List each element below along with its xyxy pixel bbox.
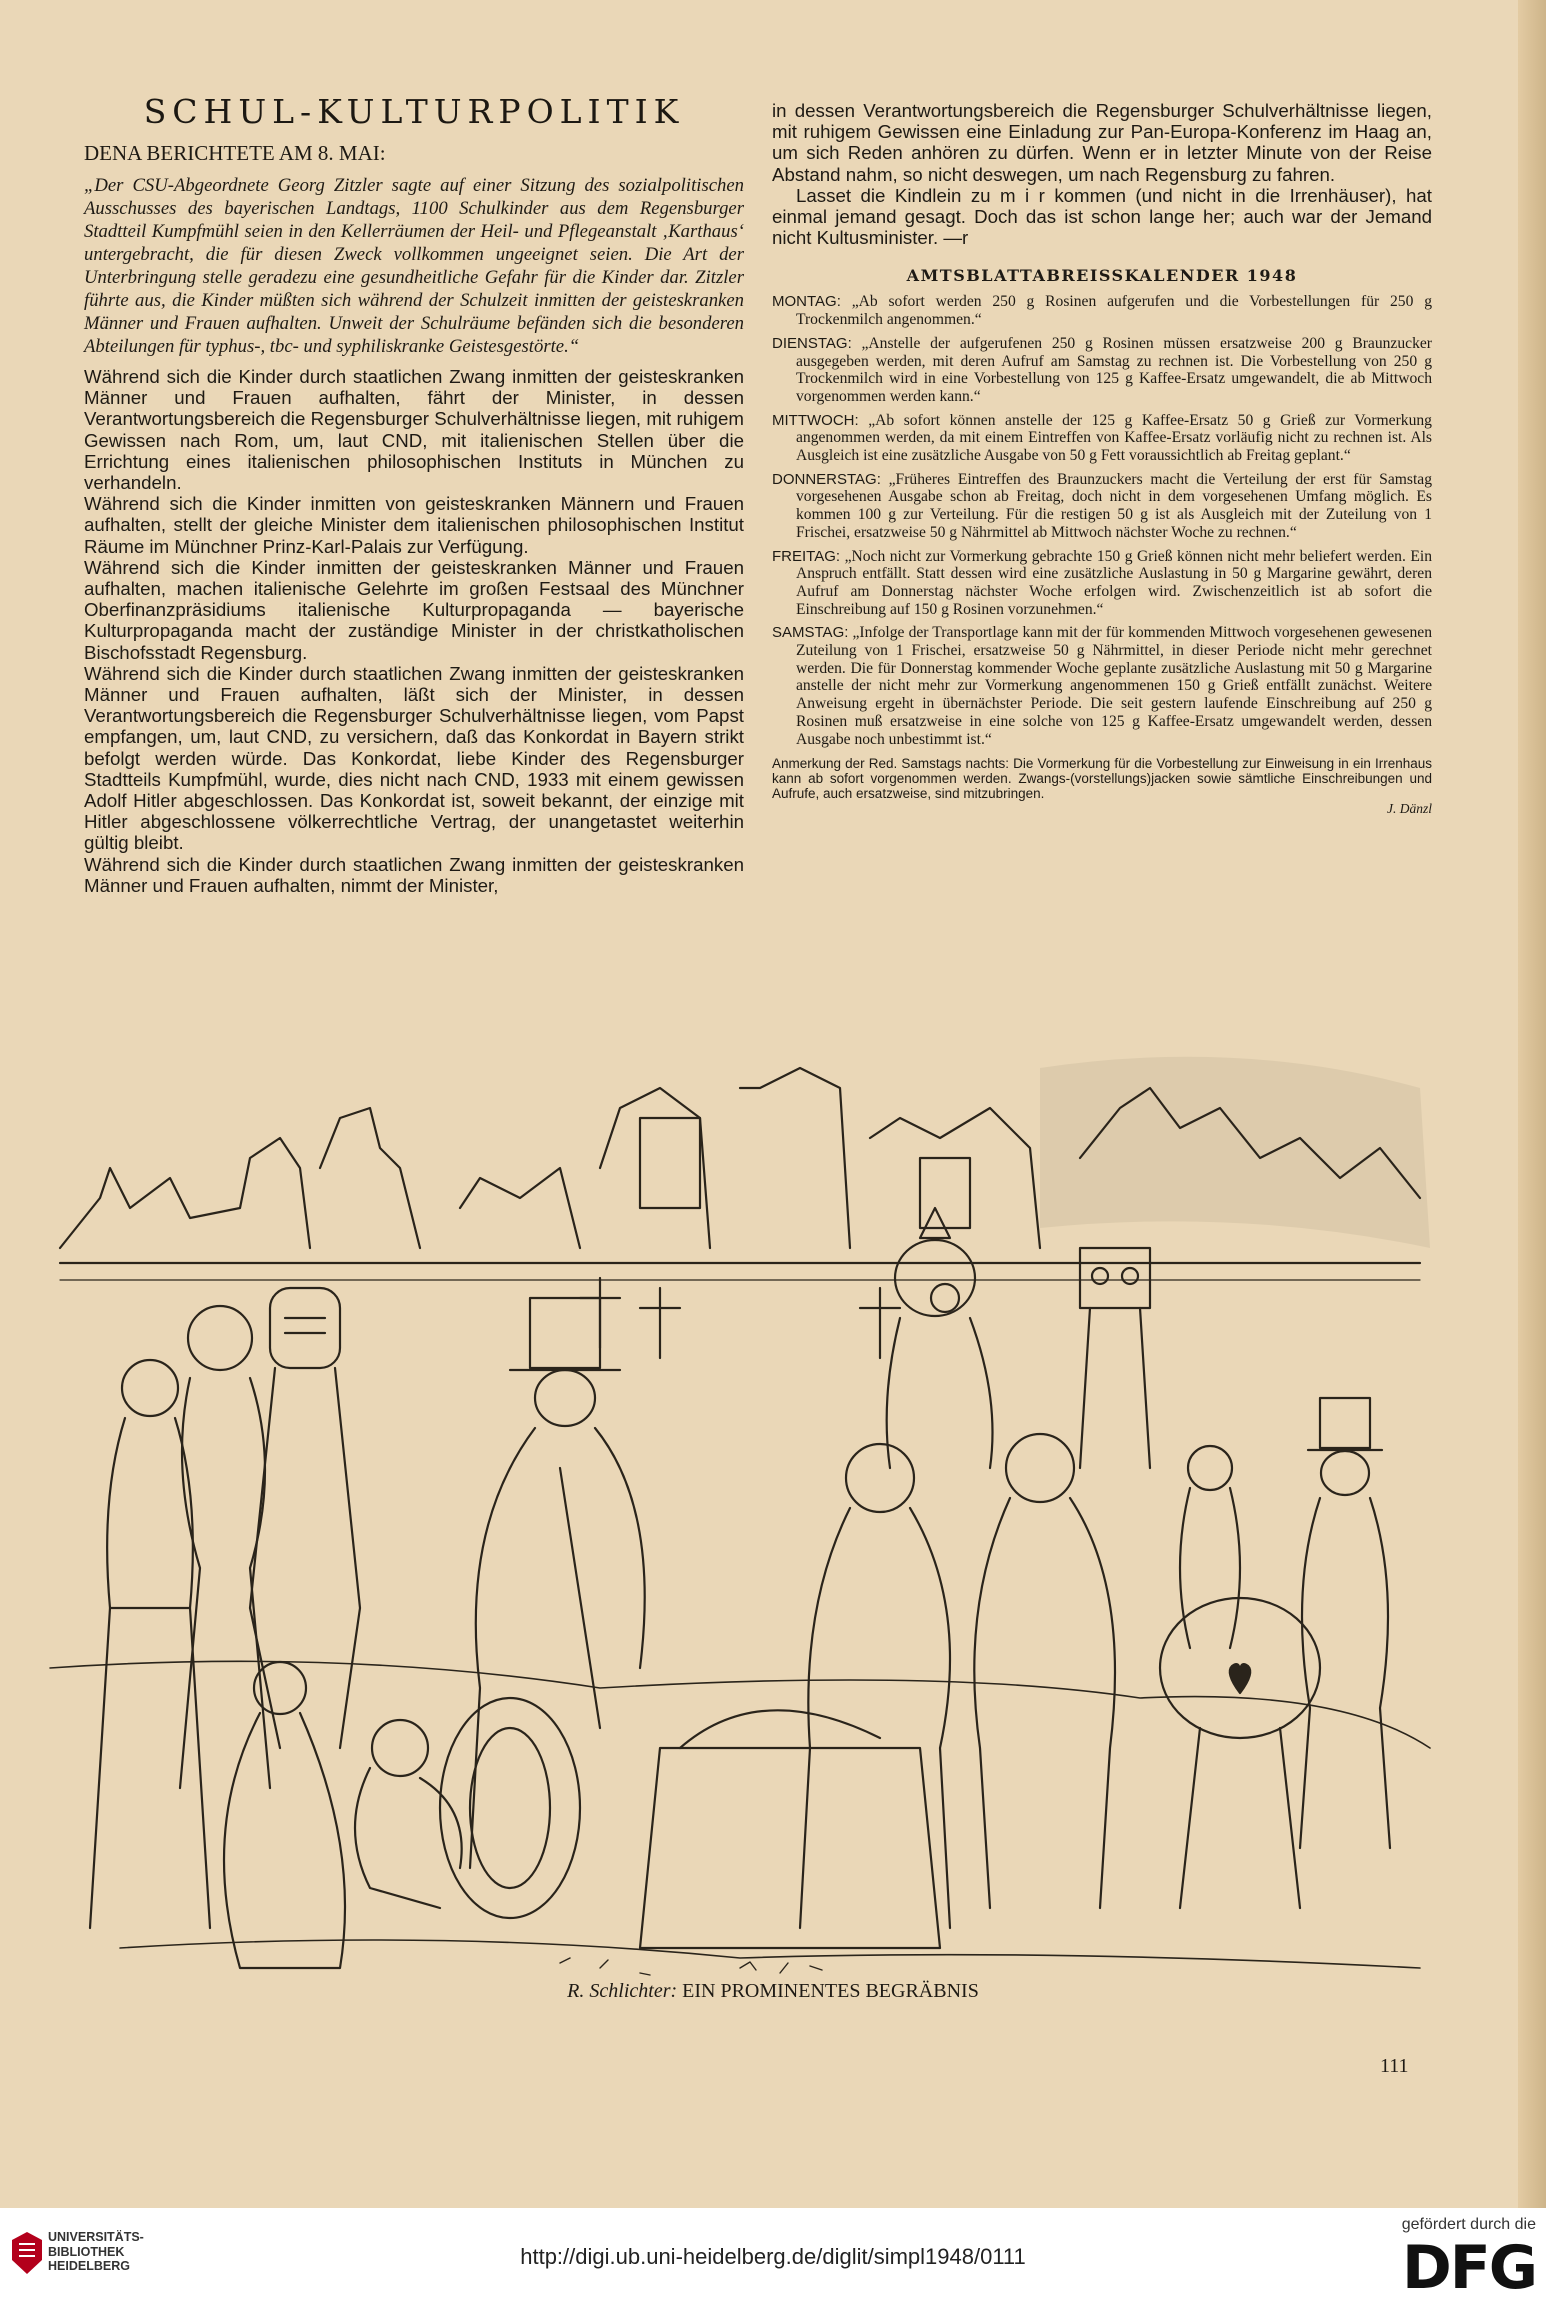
calendar-day: SAMSTAG:: [772, 624, 849, 642]
article-paragraph: Während sich die Kinder durch staatlichen Zwang inmitten der geisteskranken Männer und Frauen aufhalten, fährt der Minister, in dessen Verantwortungsbereich die Regensburger Schulverhältnisse liegen, mit ruhigem Gewissen nach Rom, um, laut CND, mit italienischen Stellen über die Errichtung eines italienischen philosophischen Instituts in München zu verhandeln.: [84, 366, 744, 494]
article-paragraph: in dessen Verantwortungsbereich die Regensburger Schulverhältnisse liegen, mit ruhigem Gewissen eine Einladung zur Pan-Europa-Konferenz im Haag an, um sich Reden anhören zu dürfen. Wenn er in letzter Minute von der Reise Abstand nahm, so nicht deswegen, um nach Regensburg zu fahren.: [772, 100, 1432, 185]
editor-note: Anmerkung der Red. Samstags nachts: Die Vormerkung für die Vorbestellung zur Einweisung in ein Irrenhaus kann ab sofort vorgenommen werden. Zwangs-(vorstellungs)jacken sowie sämtliche Einschreibungen und Aufrufe, auch ersatzweise, sind mitzubringen.: [772, 756, 1432, 802]
library-line: HEIDELBERG: [48, 2259, 130, 2273]
calendar-title: AMTSBLATTABREISSKALENDER 1948: [906, 266, 1298, 286]
calendar-text: „Anstelle der aufgerufenen 250 g Rosinen müssen ersatzweise 200 g Braunzucker ausgegeben werden, mit deren Aufruf am Samstag zu rechnen ist. Die Vorbestellung von 250 g Trockenmilch wird in eine Vorbestellung von 125 g Kaffee-Ersatz umgewandelt, die ab Mittwoch vorgenommen werden kann.“: [796, 334, 1432, 405]
page-edge: [1518, 0, 1546, 2208]
funded-by-label: gefördert durch die: [1401, 2216, 1536, 2233]
article-paragraph: Während sich die Kinder durch staatlichen Zwang inmitten der geisteskranken Männer und Frauen aufhalten, nimmt der Minister,: [84, 853, 744, 896]
calendar-entry: [772, 335, 1432, 406]
article-title: SCHUL-KULTURPOLITIK: [143, 92, 685, 131]
library-line: BIBLIOTHEK: [48, 2244, 125, 2259]
calendar-day: DONNERSTAG:: [772, 470, 881, 488]
article-paragraph: Während sich die Kinder durch staatlichen Zwang inmitten der geisteskranken Männer und Frauen aufhalten, läßt sich der Minister, in dessen Verantwortungsbereich die Regensburger Schulverhältnisse liegen, vom Papst empfangen, um, laut CND, zu versichern, daß das Konkordat in Bayern strikt befolgt werden würde. Das Konkordat, liebe Kinder des Regensburger Stadtteils Kumpfmühl, wurde, dies nicht nach CND, 1933 mit einem gewissen Adolf Hitler abgeschlossen. Das Konkordat ist, soweit bekannt, der einzige mit Hitler abgeschlossene völkerrechtliche Vertrag, der unangetastet weiterhin gültig bleibt.: [84, 662, 744, 854]
calendar-text: „Früheres Eintreffen des Braunzuckers macht die Verteilung der erst für Samstag vorgesehenen Ausgabe schon ab Freitag, doch nicht in dem vorgesehenen Umfang möglich. Es kommen 100 g zur Verteilung. Für die restigen 50 g ist als Ausgleich mit der Zuteilung von 1 Frischei, ersatzweise 50 g Nährmittel ab Mittwoch nächster Woche zu rechnen.“: [796, 470, 1432, 541]
page-number: 111: [1380, 2055, 1409, 2077]
note-signature: J. Dänzl: [1387, 801, 1432, 817]
article-right-column: [772, 100, 1432, 817]
funeral-illustration: [40, 1048, 1434, 1988]
calendar-entry: [772, 624, 1432, 748]
calendar-entry: [772, 471, 1432, 542]
article-paragraph: Während sich die Kinder inmitten der geisteskranken Männer und Frauen aufhalten, machen italienische Gelehrte im großen Festsaal des Münchner Oberfinanzpräsidiums italienische Kulturpropaganda — bayerische Kulturpropaganda macht der zuständige Minister in der christkatholischen Bischofsstadt Regensburg.: [84, 556, 744, 663]
dfg-logo: DFG: [1401, 2233, 1536, 2303]
calendar-day: FREITAG:: [772, 547, 841, 565]
article-quote: „Der CSU-Abgeordnete Georg Zitzler sagte auf einer Sitzung des sozialpolitischen Ausschusses des bayerischen Landtags, 1100 Schulkinder aus dem Regensburger Stadtteil Kumpfmühl seien in den Kellerräumen der Heil- und Pflegeanstalt ‚Karthaus‘ untergebracht, die für diesen Zweck vollkommen ungeeignet seien. Die Art der Unterbringung stelle geradezu eine gesundheitliche Gefahr für die Kinder dar. Zitzler führte aus, die Kinder müßten sich während der Schulzeit inmitten der geisteskranken Männer und Frauen aufhalten. Unweit der Schulräume befänden sich die besonderen Abteilungen für typhus-, tbc- und syphiliskranke Geistesgestörte.“: [84, 175, 744, 357]
calendar-text: „Ab sofort können anstelle der 125 g Kaffee-Ersatz 50 g Grieß zur Vormerkung angenommen werden, da mit einem Eintreffen von Kaffee-Ersatz vorläufig nicht zu rechnen ist. Als Ausgleich ist eine zusätzliche Ausgabe von 50 g Fett voraussichtlich ab Freitag geplant.“: [796, 411, 1432, 465]
calendar-day: MITTWOCH:: [772, 411, 859, 429]
calendar-text: „Noch nicht zur Vormerkung gebrachte 150 g Grieß können nicht mehr beliefert werden. Ein Anspruch entfällt. Statt dessen wird eine zusätzliche Auslastung in 50 g Margarine gewährt, deren Aufruf am Donnerstag nächster Woche erfolgen wird. Zwischenzeitlich ist ab sofort die Einschreibung auf 150 g Rosinen vorzunehmen.“: [796, 547, 1432, 618]
calendar-entry: [772, 293, 1432, 328]
footer-bar: [0, 2208, 1546, 2324]
library-line: UNIVERSITÄTS-: [48, 2230, 144, 2244]
article-paragraph: Während sich die Kinder inmitten von geisteskranken Männern und Frauen aufhalten, stellt der gleiche Minister dem italienischen philosophischen Institut Räume im Münchner Prinz-Karl-Palais zur Verfügung.: [84, 493, 744, 557]
caption-title: EIN PROMINENTES BEGRÄBNIS: [682, 1980, 979, 2002]
calendar-entry: [772, 412, 1432, 465]
calendar-day: DIENSTAG:: [772, 334, 852, 352]
article-byline: DENA BERICHTETE AM 8. MAI:: [84, 141, 386, 165]
source-url[interactable]: http://digi.ub.uni-heidelberg.de/diglit/simpl1948/0111: [520, 2244, 1026, 2269]
article-left-column: [84, 92, 744, 896]
illustration-caption: [0, 1980, 1546, 2003]
article-paragraph: Lasset die Kindlein zu m i r kommen (und nicht in die Irrenhäuser), hat einmal jemand gesagt. Doch das ist schon lange her; auch war der Jemand nicht Kultusminister. —r: [772, 184, 1432, 249]
calendar-entry: [772, 548, 1432, 619]
calendar-text: „Infolge der Transportlage kann mit der für kommenden Mittwoch vorgesehenen gewesenen Zuteilung von 1 Frischei, ersatzweise 50 g Nährmittel, in dieser Periode nicht mehr gerechnet werden. Die für Donnerstag kommender Woche geplante zusätzliche Auslastung mit 50 g Margarine anstelle der nicht mehr zur Vormerkung angenommenen 150 g Grieß entfällt zunächst. Weitere Anweisung ergeht in übernächster Periode. Die seit gestern laufende Einschreibung auf 250 g Rosinen muß ersatzweise in eine solche von 125 g Kaffee-Ersatz umgewandelt werden, dessen Ausgabe noch unbestimmt ist.“: [796, 624, 1432, 748]
calendar-day: MONTAG:: [772, 293, 841, 311]
calendar-text: „Ab sofort werden 250 g Rosinen aufgerufen und die Vorbestellungen für 250 g Trockenmilch angenommen.“: [796, 293, 1432, 329]
caption-artist: R. Schlichter:: [567, 1980, 678, 2002]
